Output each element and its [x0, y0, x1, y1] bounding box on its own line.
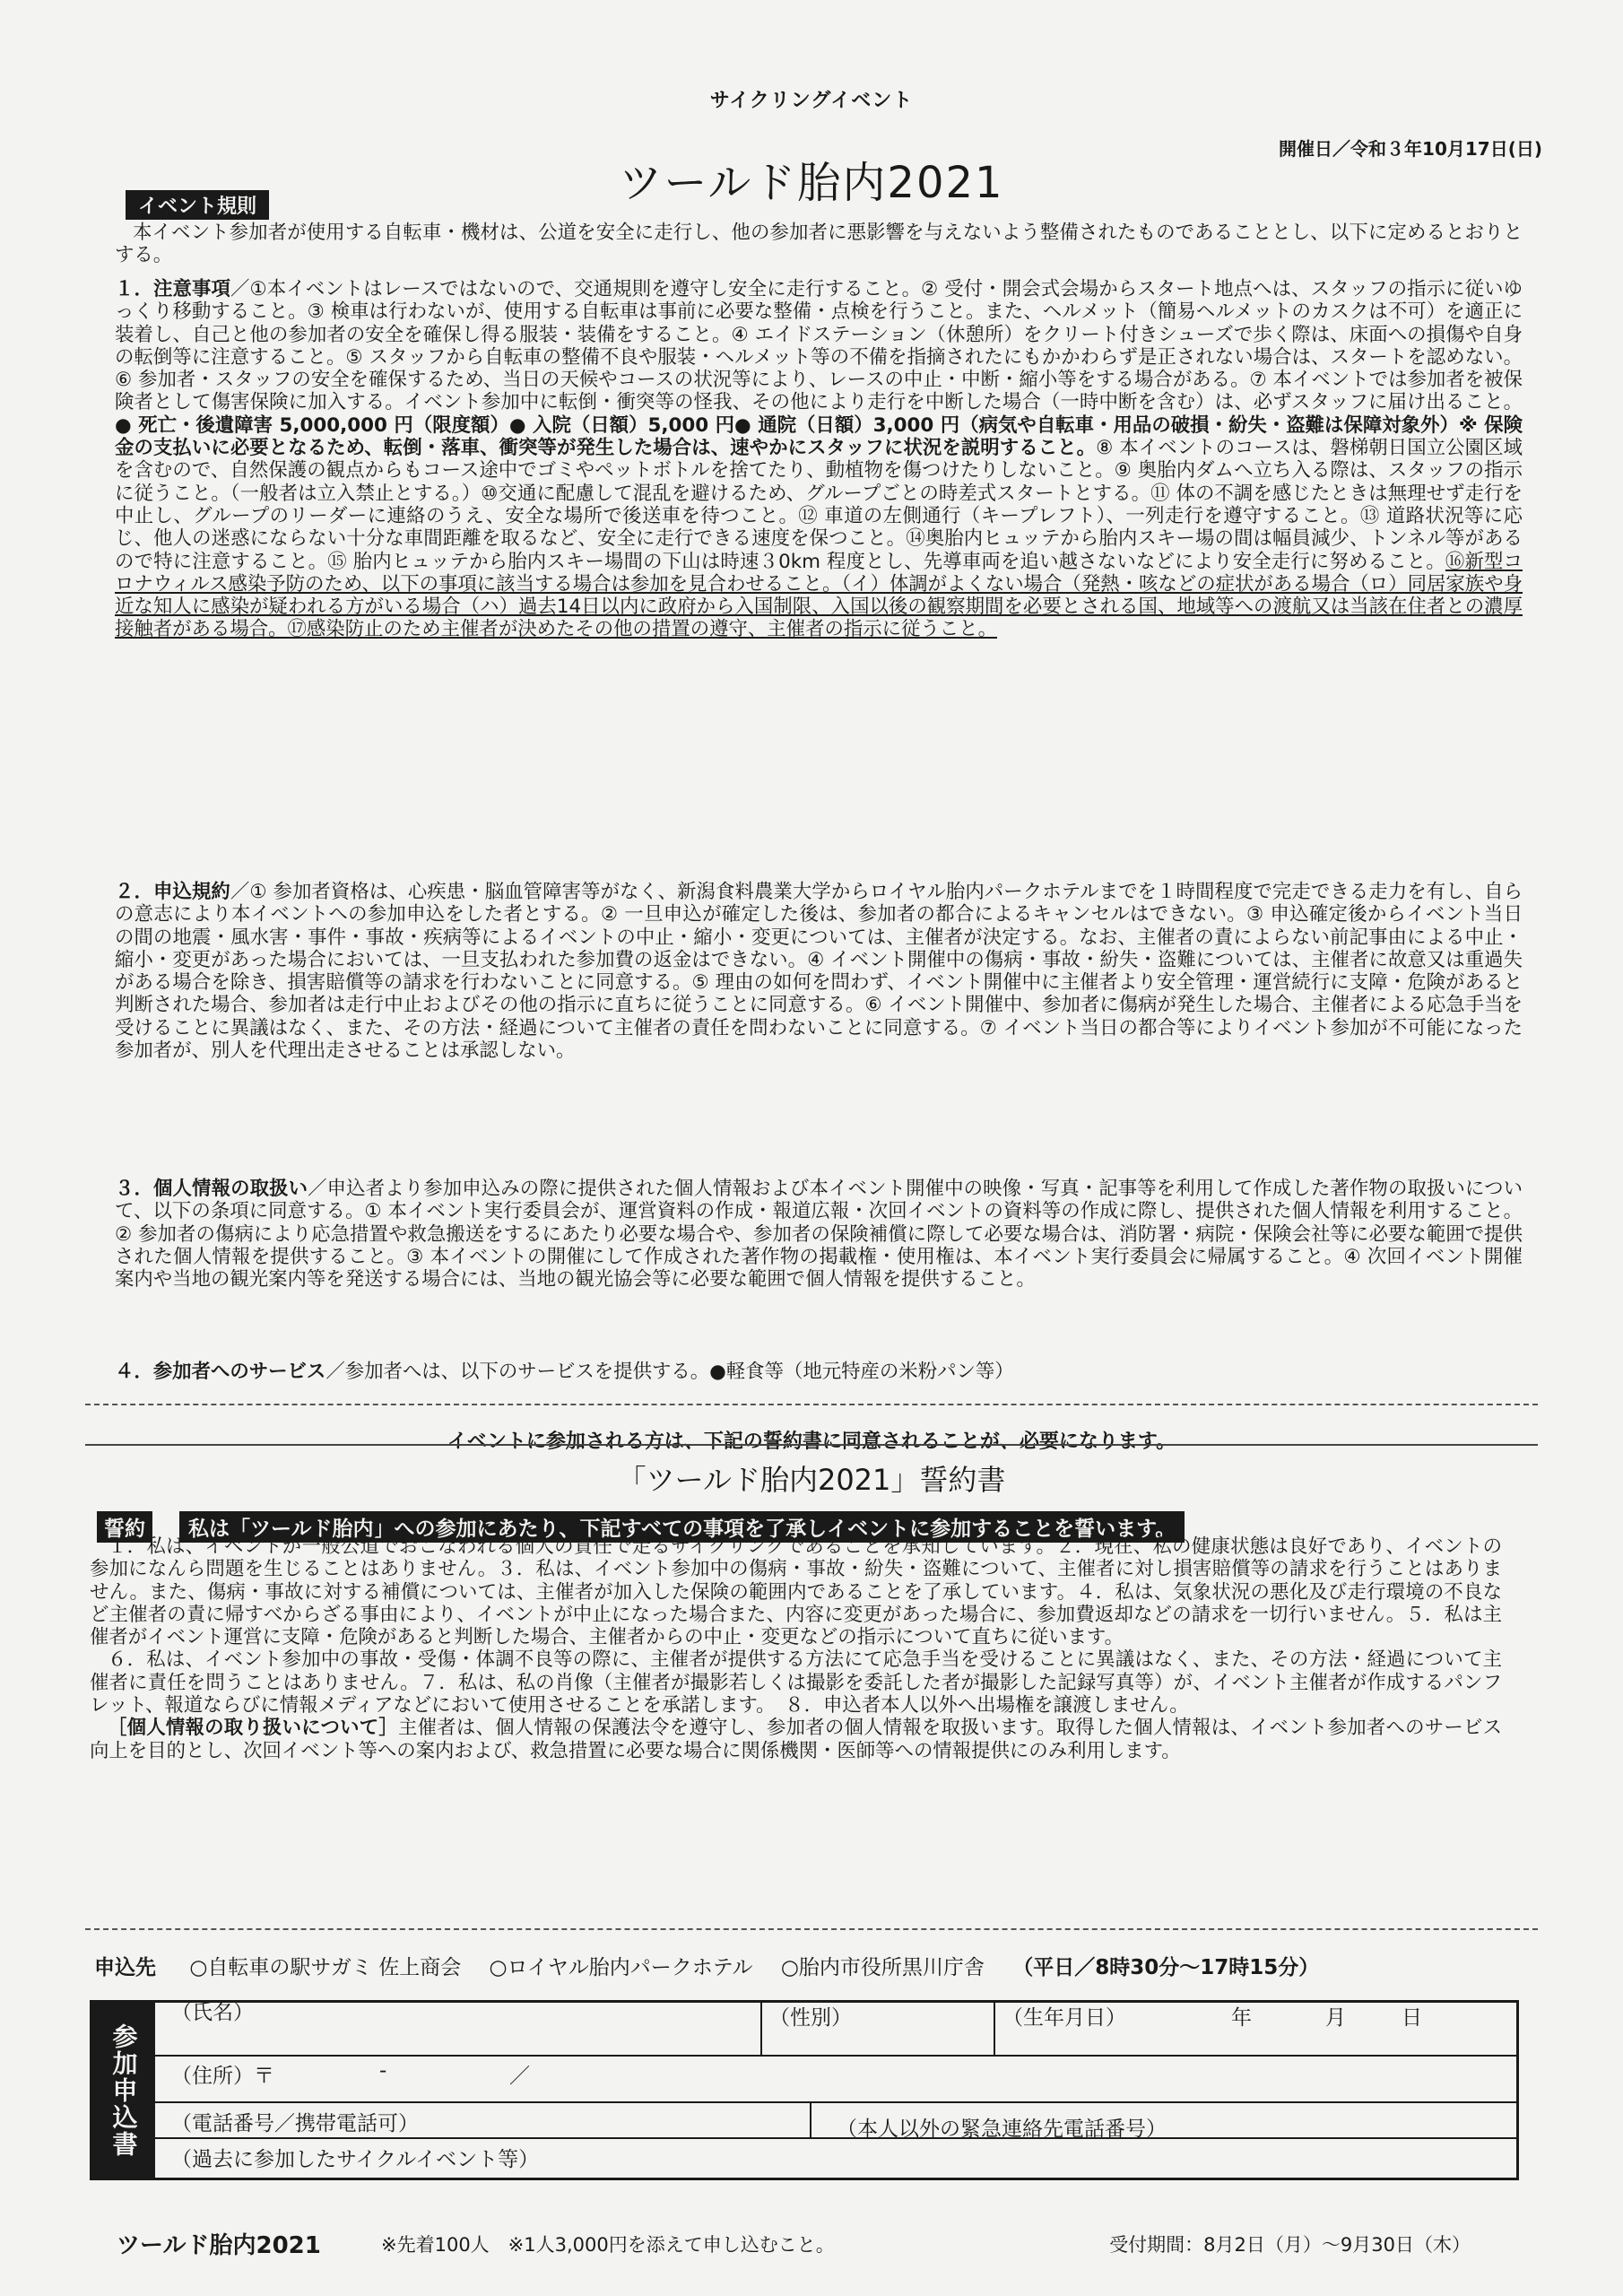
reception-period: 受付期間：8月2日（月）～9月30日（木）: [1109, 2234, 1471, 2256]
location-item: ○自転車の駅サガミ 佐上商会: [189, 1956, 462, 1979]
section-heading: １．注意事項: [115, 278, 230, 300]
event-title: ツールド胎内2021: [619, 158, 1004, 208]
oath-body: [90, 1535, 1502, 1762]
form-col-divider: [810, 2101, 812, 2137]
section-text: ／① 参加者資格は、心疾患・脳血管障害等がなく、新潟食料農業大学からロイヤル胎内パークホテルまでを１時間程度で完走できる走力を有し、自らの意志により本イベントへの参加申込をした者とする。② 一旦申込が確定した後は、参加者の都合によるキャンセルはできない。③ 申込確定後からイベント当日の間の地震・風水害・事件・事故・疾病等によるイベントの中止・縮小・変更については、主催者が決定する。なお、主催者の責によらない前記事由による中止・縮小・変更があった場合においては、一旦支払われた参加費の返金はできない。④ イベント開催中の傷病・事故・紛失・盗難については、主催者に故意又は重過失がある場合を除き、損害賠償等の請求を行わないことに同意する。⑤ 理由の如何を問わず、イベント開催中に主催者より安全管理・運営続行に支障・危険があると判断された場合、参加者は走行中止およびその他の指示に直ちに従うことに同意する。⑥ イベント開催中、参加者に傷病が発生した場合、主催者による応急手当を受けることに異議はなく、また、その方法・経過について主催者の責任を問わないことに同意する。⑦ イベント当日の都合等によりイベント参加が不可能になった参加者が、別人を代理出走させることは承認しない。: [115, 881, 1523, 1063]
oath-title: 「ツールド胎内2021」誓約書: [617, 1463, 1006, 1497]
oath-notice: イベントに参加される方は、下記の誓約書に同意されることが、必要になります。: [447, 1431, 1176, 1453]
section-text: ／参加者へは、以下のサービスを提供する。●軽食等（地元特産の米粉パン等）: [325, 1361, 1014, 1383]
form-col-divider: [994, 2003, 995, 2055]
section-heading: ３．個人情報の取扱い: [115, 1178, 308, 1200]
birth-month-label: 月: [1325, 2006, 1346, 2030]
rules-section-services: [115, 1361, 1523, 1383]
phone-field[interactable]: （電話番号／携帯電話可）: [171, 2112, 419, 2135]
form-row-divider: [155, 2137, 1516, 2139]
rules-intro: 本イベント参加者が使用する自転車・機材は、公道を安全に走行し、他の参加者に悪影響を与えないよう整備されたものであることとし、以下に定めるとおりとする。: [115, 222, 1523, 267]
office-hours: （平日／8時30分～17時15分）: [1012, 1956, 1320, 1979]
past-events-field[interactable]: （過去に参加したサイクルイベント等）: [171, 2148, 540, 2171]
cut-line: [85, 1928, 1538, 1930]
address-slash: ／: [509, 2065, 530, 2088]
oath-label: 誓約: [97, 1511, 152, 1543]
oath-privacy: [90, 1717, 1502, 1762]
footer-title: ツールド胎内2021: [117, 2232, 321, 2259]
form-side-label: [92, 2003, 155, 2178]
section-text: ／①本イベントはレースではないので、交通規則を遵守し安全に走行すること。② 受付・開会式会場からスタート地点へは、スタッフの指示に従いゆっくり移動すること。③ 検車は行わないが、使用する自転車は事前に必要な整備・点検を行うこと。また、ヘルメット（簡易ヘルメットのカスクは不可）を適正に装着し、自己と他の参加者の安全を確保し得る服装・装備をすること。④ エイドステーション（休憩所）をクリート付きシューズで歩く際は、床面への損傷や自身の転倒等に注意すること。⑤ スタッフから自転車の整備不良や服装・ヘルメット等の不備を指摘されたにもかかわらず是正されない場合は、スタートを認めない。⑥ 参加者・スタッフの安全を確保するため、当日の天候やコースの状況等により、レースの中止・中断・縮小等をする場合がある。⑦ 本イベントでは参加者を被保険者として傷害保険に加入する。イベント参加中に転倒・衝突等の怪我、その他により走行を中断した場合（一時中断を含む）は、必ずスタッフに届け出ること。: [115, 278, 1523, 414]
event-date: 開催日／令和３年10月17日(日): [1279, 138, 1542, 160]
form-side-label-text: 参加申込書: [108, 2022, 139, 2158]
rules-section-application-terms: [115, 881, 1523, 1062]
birth-day-label: 日: [1402, 2006, 1422, 2030]
section-text: ／申込者より参加申込みの際に提供された個人情報および本イベント開催中の映像・写真・記事等を利用して作成した著作物の取扱いについて、以下の条項に同意する。① 本イベント実行委員会が、運営資料の作成・報道広報・次回イベントの資料等の作成に際し、提供された個人情報を利用すること。② 参加者の傷病により応急措置や救急搬送をするにあたり必要な場合や、参加者の保険補償に際して必要な場合は、消防署・病院・保険会社等に必要な範囲で提供された個人情報を提供すること。③ 本イベントの開催にして作成された著作物の掲載権・使用権は、本イベント実行委員会に帰属すること。④ 次回イベント開催案内や当地の観光案内等を発送する場合には、当地の観光協会等に必要な範囲で個人情報を提供すること。: [115, 1178, 1523, 1292]
section-heading: ２．申込規約: [115, 881, 230, 903]
location-item: ○胎内市役所黒川庁舎: [780, 1956, 985, 1979]
address-field[interactable]: （住所）〒: [171, 2065, 274, 2088]
name-field[interactable]: （氏名）: [171, 2001, 254, 2024]
oath-headline: 私は「ツールド胎内」への参加にあたり、下記すべての事項を了承しイベントに参加することを誓います。: [179, 1511, 1185, 1543]
application-label: 申込先: [94, 1956, 156, 1979]
form-row-divider: [155, 2101, 1516, 2103]
form-col-divider: [760, 2003, 762, 2055]
location-item: ○ロイヤル胎内パークホテル: [489, 1956, 753, 1979]
form-row-divider: [155, 2055, 1516, 2057]
birth-year-label: 年: [1231, 2006, 1252, 2030]
privacy-text: 主催者は、個人情報の保護法令を遵守し、参加者の個人情報を取扱います。取得した個人情報は、イベント参加者へのサービス向上を目的とし、次回イベント等への案内および、救急措置に必要な場合に関係機関・医師等への情報提供にのみ利用します。: [90, 1717, 1502, 1762]
rules-section-cautions: [115, 278, 1523, 641]
privacy-heading: ［個人情報の取り扱いについて］: [108, 1717, 399, 1740]
gender-field[interactable]: （性別）: [769, 2006, 852, 2030]
section-heading: ４．参加者へのサービス: [115, 1361, 326, 1383]
emergency-phone-field[interactable]: （本人以外の緊急連絡先電話番号）: [837, 2118, 1167, 2141]
cut-line: [85, 1404, 1538, 1405]
oath-paragraph: ６．私は、イベント参加中の事故・受傷・体調不良等の際に、主催者が提供する方法にて応急手当を受けることに異議はなく、また、その方法・経過について主催者に責任を問うことはありません。７．私は、私の肖像（主催者が撮影若しくは撮影を委託した者が撮影した記録写真等）が、イベント主催者が作成するパンフレット、報道ならびに情報メディアなどにおいて使用させることを承諾します。 ８．申込者本人以外へ出場権を譲渡しません。: [90, 1648, 1502, 1718]
footer-note: ※先着100人 ※1人3,000円を添えて申し込むこと。: [381, 2234, 835, 2256]
rules-section-personal-info: [115, 1178, 1523, 1291]
event-kicker: サイクリングイベント: [709, 90, 914, 112]
birthdate-field[interactable]: （生年月日）: [1002, 2006, 1126, 2030]
oath-paragraph: １．私は、イベントが一般公道でおこなわれる個人の責任で走るサイクリングであることを承知しています。２．現在、私の健康状態は良好であり、イベントの参加になんら問題を生じることはありません。３．私は、イベント参加中の傷病・事故・紛失・盗難について、主催者に対し損害賠償等の請求を行うことはありません。また、傷病・事故に対する補償については、主催者が加入した保険の範囲内であることを了承しています。４．私は、気象状況の悪化及び走行環境の不良など主催者の責に帰すべからざる事由により、イベントが中止になった場合また、内容に変更があった場合に、参加費返却などの請求を一切行いません。５．私は主催者がイベント運営に支障・危険があると判断した場合、主催者からの中止・変更などの指示について直ちに従います。: [90, 1535, 1502, 1649]
postal-dash: -: [379, 2059, 387, 2083]
event-rules-label: イベント規則: [126, 190, 269, 220]
application-form: [90, 2000, 1519, 2180]
section-text-continued: ⑧ 本イベントのコースは、磐梯朝日国立公園区域を含むので、自然保護の観点からもコース途中でゴミやペットボトルを捨てたり、動植物を傷つけたりしないこと。⑨ 奥胎内ダムへ立ち入る際は、スタッフの指示に従うこと。（一般者は立入禁止とする。）⑩交通に配慮して混乱を避けるため、グループごとの時差式スタートとする。⑪ 体の不調を感じたときは無理せず走行を中止し、グループのリーダーに連絡のうえ、安全な場所で後送車を待つこと。⑫ 車道の左側通行（キープレフト）、一列走行を遵守すること。⑬ 道路状況等に応じ、他人の迷惑にならない十分な車間距離を取るなど、安全に走行できる速度を保つこと。⑭奥胎内ヒュッテから胎内スキー場の間は幅員減少、トンネル等があるので特に注意すること。⑮ 胎内ヒュッテから胎内スキー場間の下山は時速３0km 程度とし、先導車両を追い越さないなどにより安全走行に努めること。: [115, 437, 1523, 573]
divider: [85, 1444, 1538, 1446]
covid-measures: ⑯新型コロナウィルス感染予防のため、以下の事項に該当する場合は参加を見合わせること。（イ）体調がよくない場合（発熱・咳などの症状がある場合（ロ）同居家族や身近な知人に感染が疑われる方がいる場合（ハ）過去14日以内に政府から入国制限、入国以後の観察期間を必要とされる国、地域等への渡航又は当該在住者との濃厚接触者がある場合。⑰感染防止のため主催者が決めたその他の措置の遵守、主催者の指示に従うこと。: [115, 550, 1523, 641]
application-locations: [94, 1951, 1319, 1980]
insurance-coverage: ● 死亡・後遺障害 5,000,000 円（限度額）● 入院（日額）5,000 円● 通院（日額）3,000 円（病気や自転車・用品の破損・紛失・盗難は保障対象外）※ 保険金の支払いに必要となるため、転倒・落車、衝突等が発生した場合は、速やかにスタッフに状況を説明すること。: [115, 413, 1523, 460]
